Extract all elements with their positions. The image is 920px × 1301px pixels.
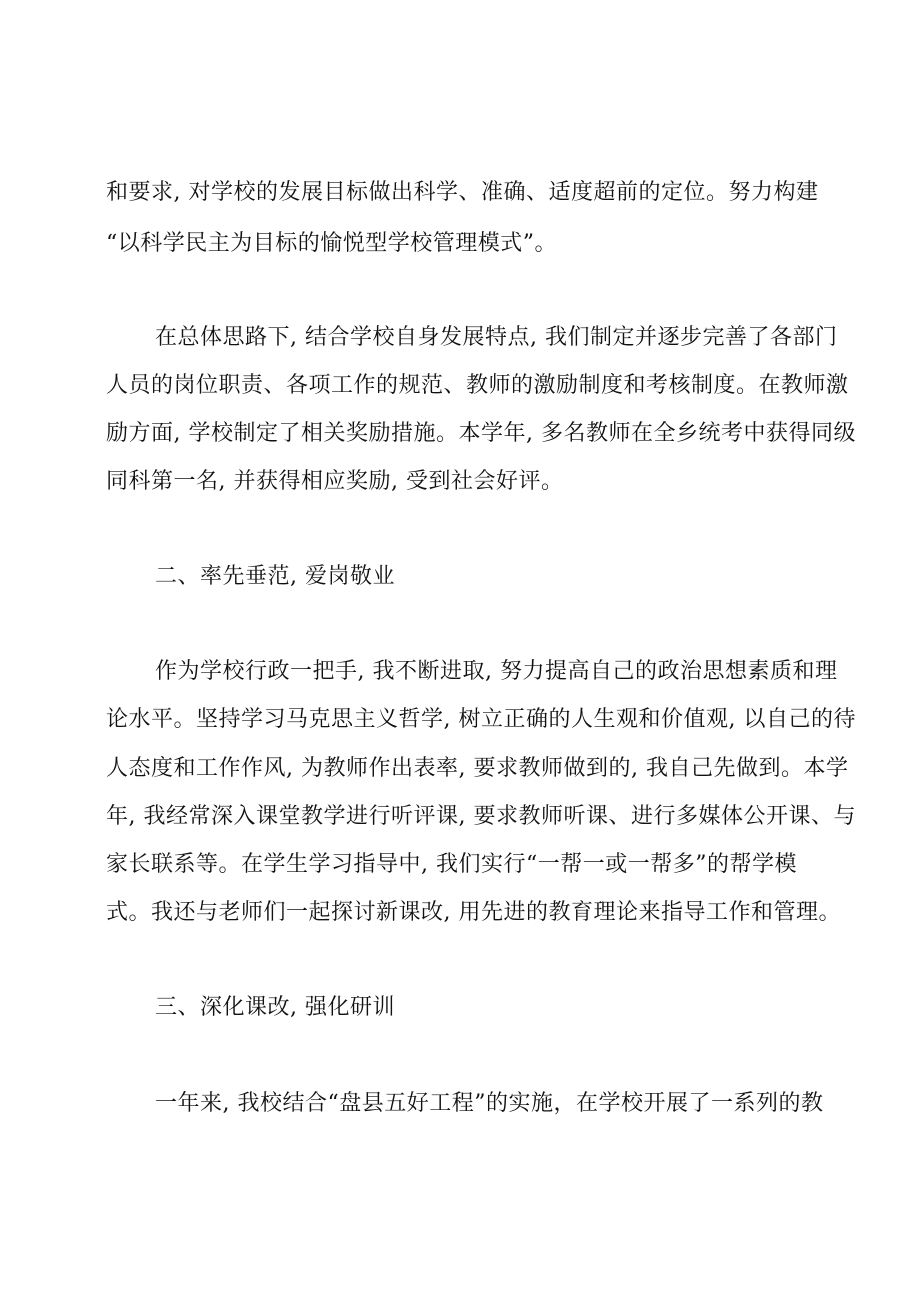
paragraph-line: 论水平。坚持学习马克思主义哲学, 树立正确的人生观和价值观, 以自己的待 bbox=[106, 707, 856, 732]
paragraph-line: 人员的岗位职责、各项工作的规范、教师的激励制度和考核制度。在教师激 bbox=[106, 373, 849, 398]
paragraph-line: “以科学民主为目标的愉悦型学校管理模式”。 bbox=[106, 231, 557, 256]
section-heading: 二、率先垂范, 爱岗敬业 bbox=[155, 564, 395, 589]
paragraph-line: 人态度和工作作风, 为教师作出表率, 要求教师做到的, 我自己先做到。本学 bbox=[106, 756, 849, 781]
paragraph-line: 和要求, 对学校的发展目标做出科学、准确、适度超前的定位。努力构建 bbox=[106, 180, 819, 205]
section-heading: 三、深化课改, 强化研训 bbox=[155, 995, 395, 1020]
paragraph-line: 在总体思路下, 结合学校自身发展特点, 我们制定并逐步完善了各部门 bbox=[155, 325, 838, 350]
paragraph-line: 励方面, 学校制定了相关奖励措施。本学年, 多名教师在全乡统考中获得同级 bbox=[106, 421, 856, 446]
paragraph-line: 作为学校行政一把手, 我不断进取, 努力提高自己的政治思想素质和理 bbox=[155, 659, 838, 684]
paragraph-line: 一年来, 我校结合“盘县五好工程”的实施，在学校开展了一系列的教 bbox=[155, 1091, 824, 1116]
paragraph-line: 同科第一名, 并获得相应奖励, 受到社会好评。 bbox=[106, 469, 564, 494]
paragraph-line: 式。我还与老师们一起探讨新课改, 用先进的教育理论来指导工作和管理。 bbox=[106, 900, 841, 925]
paragraph-line: 年, 我经常深入课堂教学进行听评课, 要求教师听课、进行多媒体公开课、与 bbox=[106, 804, 856, 829]
paragraph-line: 家长联系等。在学生学习指导中, 我们实行“一帮一或一帮多”的帮学模 bbox=[106, 852, 797, 877]
